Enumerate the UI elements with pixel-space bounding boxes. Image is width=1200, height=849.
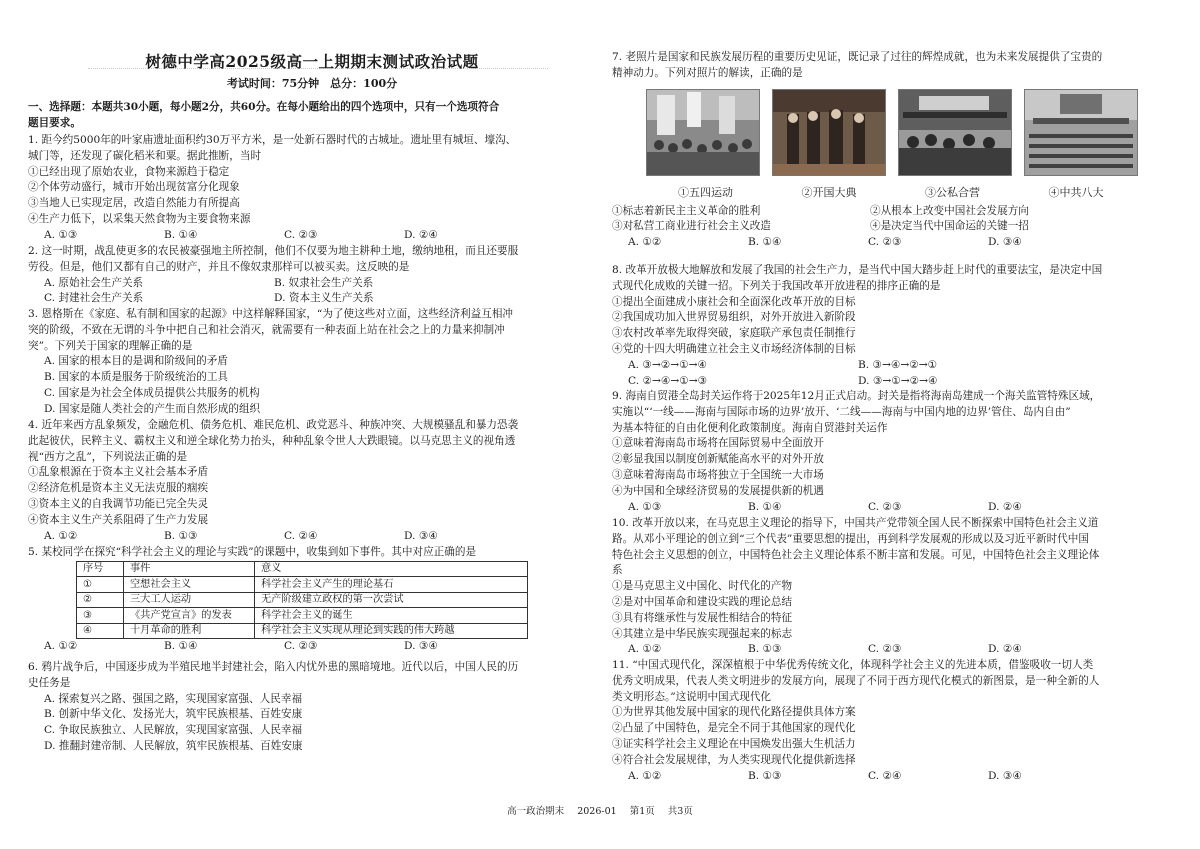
- question-11: 11. “中国式现代化，深深植根于中华优秀传统文化，体现科学社会主义的先进本质，借鉴吸收一切人类 优秀文明成果，代表人类文明进步的发展方向，展现了不同于西方现代化模式的新图景，是一种全新的人 类文明形态。”这说明中国式现代化 ①为世界其他发展中国家的现代化路径提供具体方案 ②凸显了中国特色，是完全不同于其他国家的现代化 ③证实科学社会主义理论在中国焕发出强大生机活力 ④符合社会发展规律，为人类实现现代化提供新选择 A. ①② B. ①③ C. ②④ D. ③④: [612, 658, 1172, 784]
- q9-options: A. ①③ B. ①④ C. ②③ D. ②④: [628, 500, 1022, 513]
- q11-options: A. ①② B. ①③ C. ②④ D. ③④: [628, 769, 1022, 782]
- photo-public-private-partnership: [898, 89, 1012, 176]
- q5-table: [76, 561, 528, 640]
- table-row: ④ 十月革命的胜利 科学社会主义实现从理论到实践的伟大跨越: [77, 623, 528, 639]
- question-10: 10. 改革开放以来，在马克思主义理论的指导下，中国共产党带领全国人民不断探索中国特色社会主义道 路。从邓小平理论的创立到“三个代表”重要思想的提出，再到科学发展观的形成以及习近平新时代中国 特色社会主义思想的创立，中国特色社会主义理论体系不断丰富和发展。可见，中国特色社会主义理论体 系 ①是马克思主义中国化、时代化的产物 ②是对中国革命和建设实践的理论总结 ③具有将继承性与发展性相结合的特征 ④其建立是中华民族实现强起来的标志 A. ①② B. ①③ C. ②③ D. ②④: [612, 516, 1172, 658]
- q10-options: A. ①② B. ①③ C. ②③ D. ②④: [628, 643, 1022, 656]
- table-row: ② 三大工人运动 无产阶级建立政权的第一次尝试: [77, 592, 528, 608]
- footer-date: 2026-01: [577, 806, 617, 817]
- scan-artifact-line: [88, 68, 548, 72]
- question-3: 3. 恩格斯在《家庭、私有制和国家的起源》中这样解释国家，“为了使这些对立面，这些经济利益互相冲 突的阶级，不致在无谓的斗争中把自己和社会消灭，就需要有一种表面上站在社会之上的力量来抑制冲 突”。下列关于国家的理解正确的是 A. 国家的根本目的是调和阶级间的矛盾 B. 国家的本质是服务于阶级统治的工具 C. 国家是为社会全体成员提供公共服务的机构 D. 国家是随人类社会的产生而自然形成的组织: [28, 308, 514, 415]
- question-8: 8. 改革开放极大地解放和发展了我国的社会生产力，是当代中国大踏步赶上时代的重要法宝，是决定中国 式现代化成败的关键一招。下列关于我国改革开放进程的排序正确的是 ①提出全面建成小康社会和全面深化改革开放的目标 ②我国成功加入世界贸易组织，对外开放进入新阶段 ③农村改革率先取得突破，家庭联产承包责任制推行 ④党的十四大明确建立社会主义市场经济体制的目标 A. ③→②→①→④ B. ③→④→②→① C. ②→④→①→③ D. ③→①→②→④: [612, 263, 1172, 389]
- footer-total: 共3页: [667, 806, 693, 817]
- table-row: ① 空想社会主义 科学社会主义产生的理论基石: [77, 577, 528, 593]
- question-2: 2. 这一时期，战乱使更多的农民被豪强地主所控制，他们不仅要为地主耕种土地，缴纳地租，而且还要服 劳役。但是，他们又都有自己的财产，并且不像奴隶那样可以被买卖。这反映的是 A. 原始社会生产关系 B. 奴隶社会生产关系 C. 封建社会生产关系 D. 资本主义生产关系: [28, 244, 596, 307]
- section-heading: 一、选择题：本题共30小题，每小题2分，共60分。在每小题给出的四个选项中，只有一个选项符合 题目要求。: [28, 101, 500, 129]
- q8-options: A. ③→②→①→④ B. ③→④→②→① C. ②→④→①→③ D. ③→①→②→④: [628, 358, 938, 387]
- photo-may-fourth-movement: [646, 89, 760, 176]
- table-row: ③ 《共产党宣言》的发表 科学社会主义的诞生: [77, 608, 528, 624]
- footer-course: 高一政治期末: [507, 806, 565, 817]
- q7-captions: ①五四运动 ②开国大典 ③公私合营 ④中共八大: [678, 185, 1104, 199]
- question-6: 6. 鸦片战争后，中国逐步成为半殖民地半封建社会，陷入内忧外患的黑暗境地。近代以后，中国人民的历 史任务是 A. 探索复兴之路、强国之路，实现国家富强、人民幸福 B. 创新中华文化、发扬光大，筑牢民族根基、百姓安康 C. 争取民族独立、人民解放，实现国家富强、人民幸福 D. 推翻封建帝制、人民解放，筑牢民族根基、百姓安康: [28, 661, 519, 752]
- question-7: 7. 老照片是国家和民族发展历程的重要历史见证，既记录了过往的辉煌成就，也为未来发展提供了宝贵的 精神动力。下列对照片的解读，正确的是 ①五四运动 ②开国大典 ③公私合营 ④中共八大 ①标志着新民主主义革命的胜利 ②从根本上改变中国社会发展方向 ③对私营工商业进行社会主义改造 ④是决定当代中国命运的关键一招 A. ①② B. ①④ C. ②③ D. ③④: [612, 50, 1172, 251]
- exam-title: 树德中学高2025级高一上期期末测试政治试题: [145, 52, 479, 71]
- photo-eighth-party-congress: [1024, 89, 1138, 176]
- photo-founding-ceremony: [772, 89, 886, 176]
- q7-items: ①标志着新民主主义革命的胜利 ②从根本上改变中国社会发展方向 ③对私营工商业进行社会主义改造 ④是决定当代中国命运的关键一招: [612, 204, 1029, 233]
- q4-options: A. ①② B. ①③ C. ②④ D. ③④: [44, 529, 438, 542]
- q2-options: A. 原始社会生产关系 B. 奴隶社会生产关系 C. 封建社会生产关系 D. 资本主义生产关系: [44, 276, 374, 305]
- exam-time-score: 考试时间：75分钟 总分：100分: [226, 77, 398, 90]
- page-footer: [0, 803, 1200, 817]
- q7-options: A. ①② B. ①④ C. ②③ D. ③④: [628, 236, 1022, 249]
- question-5: 5. 某校同学在探究“科学社会主义的理论与实践”的课题中，收集到如下事件。其中对应正确的是 序号 事件 意义 ① 空想社会主义 科学社会主义产生的理论基石 ② 三大工人运动 无产阶级建立政权的第一次尝试 ③ 《共产党宣言》的发表 科学社会主义的诞生 ④ 十月革命的胜利 科学社会主义实现从理论到实践的伟大跨越 A. ①② B. ①④ C. ②③ D. ③④: [28, 545, 596, 655]
- q5-options: A. ①② B. ①④ C. ②③ D. ③④: [44, 640, 438, 653]
- question-1: 1. 距今约5000年的叶家庙遗址面积约30万平方米，是一处新石器时代的古城址。遗址里有城垣、壕沟、 城门等，还发现了碳化稻米和粟。据此推断，当时 ①已经出现了原始农业，食物来源趋于稳定 ②个体劳动盛行，城市开始出现贫富分化现象 ③当地人已实现定居，改造自然能力有所提高 ④生产力低下，以采集天然食物为主要食物来源 A. ①③ B. ①④ C. ②③ D. ②④: [28, 133, 596, 244]
- question-9: 9. 海南自贸港全岛封关运作将于2025年12月正式启动。封关是指将海南岛建成一个海关监管特殊区域， 实施以“‘一线——海南与国际市场的边界’放开、‘二线——海南与中国内地的边界’管住、岛内自由” 为基本特征的自由化便利化政策制度。海南自贸港封关运作 ①意味着海南岛市场将在国际贸易中全面放开 ②彰显我国以制度创新赋能高水平的对外开放 ③意味着海南岛市场将独立于全国统一大市场 ④为中国和全球经济贸易的发展提供新的机遇 A. ①③ B. ①④ C. ②③ D. ②④: [612, 389, 1172, 515]
- question-4: 4. 近年来西方乱象频发，金融危机、债务危机、难民危机、政党恶斗、种族冲突、大规模骚乱和暴力恐袭 此起彼伏，民粹主义、霸权主义和逆全球化势力抬头，种种乱象令世人大跌眼镜。以马克思主义的视角透 视“西方之乱”，下列说法正确的是 ①乱象根源在于资本主义社会基本矛盾 ②经济危机是资本主义无法克服的痼疾 ③资本主义的自我调节功能已完全失灵 ④资本主义生产关系阻碍了生产力发展 A. ①② B. ①③ C. ②④ D. ③④: [28, 418, 596, 544]
- footer-page: 第1页: [629, 806, 655, 817]
- q1-options: A. ①③ B. ①④ C. ②③ D. ②④: [44, 228, 438, 241]
- table-header-row: 序号 事件 意义: [77, 561, 528, 577]
- q7-photos: [646, 89, 1172, 176]
